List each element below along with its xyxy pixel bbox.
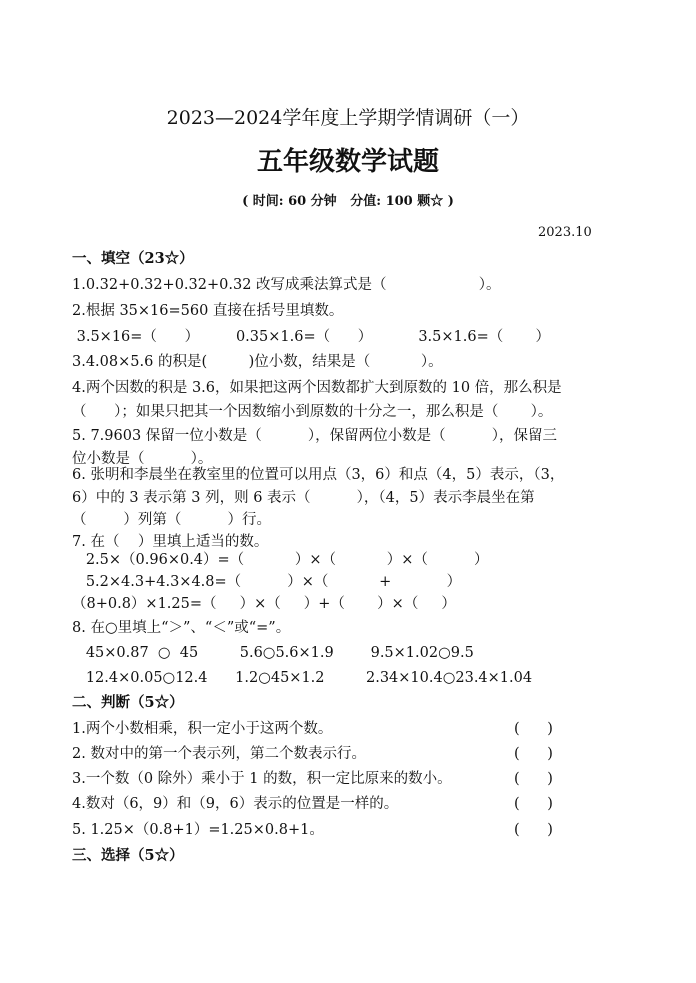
q8-sub2: 12.4×0.05○12.4 1.2○45×1.2 2.34×10.4○23.4×1.04	[72, 670, 533, 686]
q6-line3: （ ）列第（ ）行。	[72, 512, 271, 528]
q6-line1: 6. 张明和李晨坐在教室里的位置可以用点（3，6）和点（4，5）表示，（3，	[72, 467, 565, 483]
judge-answer-paren: ( )	[514, 796, 553, 812]
judge-answer-paren: ( )	[514, 771, 553, 787]
subject-title: 五年级数学试题	[256, 147, 439, 177]
judge-answer-paren: ( )	[514, 746, 553, 762]
section3-heading: 三、选择（5☆）	[72, 847, 184, 864]
q8-sub1: 45×0.87 ○ 45 5.6○5.6×1.9 9.5×1.02○9.5	[72, 645, 474, 661]
judge-item: 4.数对（6，9）和（9，6）表示的位置是一样的。	[72, 796, 399, 812]
q2-sub-line: 3.5×16=（ ） 0.35×1.6=（ ） 3.5×1.6=（ ）	[72, 329, 551, 345]
section1-heading: 一、填空（23☆）	[72, 250, 194, 267]
q3-line: 3.4.08×5.6 的积是( )位小数，结果是（ ）。	[72, 354, 443, 370]
q1-line: 1.0.32+0.32+0.32+0.32 改写成乘法算式是（ ）。	[72, 277, 501, 293]
q2-line: 2.根据 35×16=560 直接在括号里填数。	[72, 303, 344, 319]
q4-line2: （ ）；如果只把其一个因数缩小到原数的十分之一，那么积是（ ）。	[72, 404, 553, 420]
exam-title: 2023—2024学年度上学期学情调研（一）	[166, 107, 530, 129]
q7-line: 7. 在（ ）里填上适当的数。	[72, 534, 269, 550]
judge-answer-paren: ( )	[514, 822, 553, 838]
q4-line1: 4.两个因数的积是 3.6，如果把这两个因数都扩大到原数的 10 倍，那么积是	[72, 380, 562, 396]
judge-item: 2. 数对中的第一个表示列，第二个数表示行。	[72, 746, 366, 762]
exam-date: 2023.10	[538, 225, 592, 240]
q8-line: 8. 在○里填上“＞”、“＜”或“=”。	[72, 620, 291, 636]
q7-sub1: 2.5×（0.96×0.4）=（ ）×（ ）×（ ）	[72, 552, 489, 568]
q5-line2: 位小数是（ ）。	[72, 451, 213, 467]
exam-meta: ( 时间: 60 分钟 分值: 100 颗☆ )	[242, 194, 454, 209]
judge-item: 1.两个小数相乘，积一定小于这两个数。	[72, 721, 333, 737]
q6-line2: 6）中的 3 表示第 3 列，则 6 表示（ ），（4，5）表示李晨坐在第	[72, 490, 535, 506]
q5-line1: 5. 7.9603 保留一位小数是（ ），保留两位小数是（ ），保留三	[72, 428, 557, 444]
judge-item: 5. 1.25×（0.8+1）=1.25×0.8+1。	[72, 822, 324, 838]
q7-sub2: 5.2×4.3+4.3×4.8=（ ）×（ + ）	[72, 574, 462, 590]
q7-sub3: （8+0.8）×1.25=（ ）×（ ）+（ ）×（ ）	[72, 596, 456, 612]
section2-heading: 二、判断（5☆）	[72, 694, 184, 711]
judge-answer-paren: ( )	[514, 721, 553, 737]
judge-item: 3.一个数（0 除外）乘小于 1 的数，积一定比原来的数小。	[72, 771, 452, 787]
